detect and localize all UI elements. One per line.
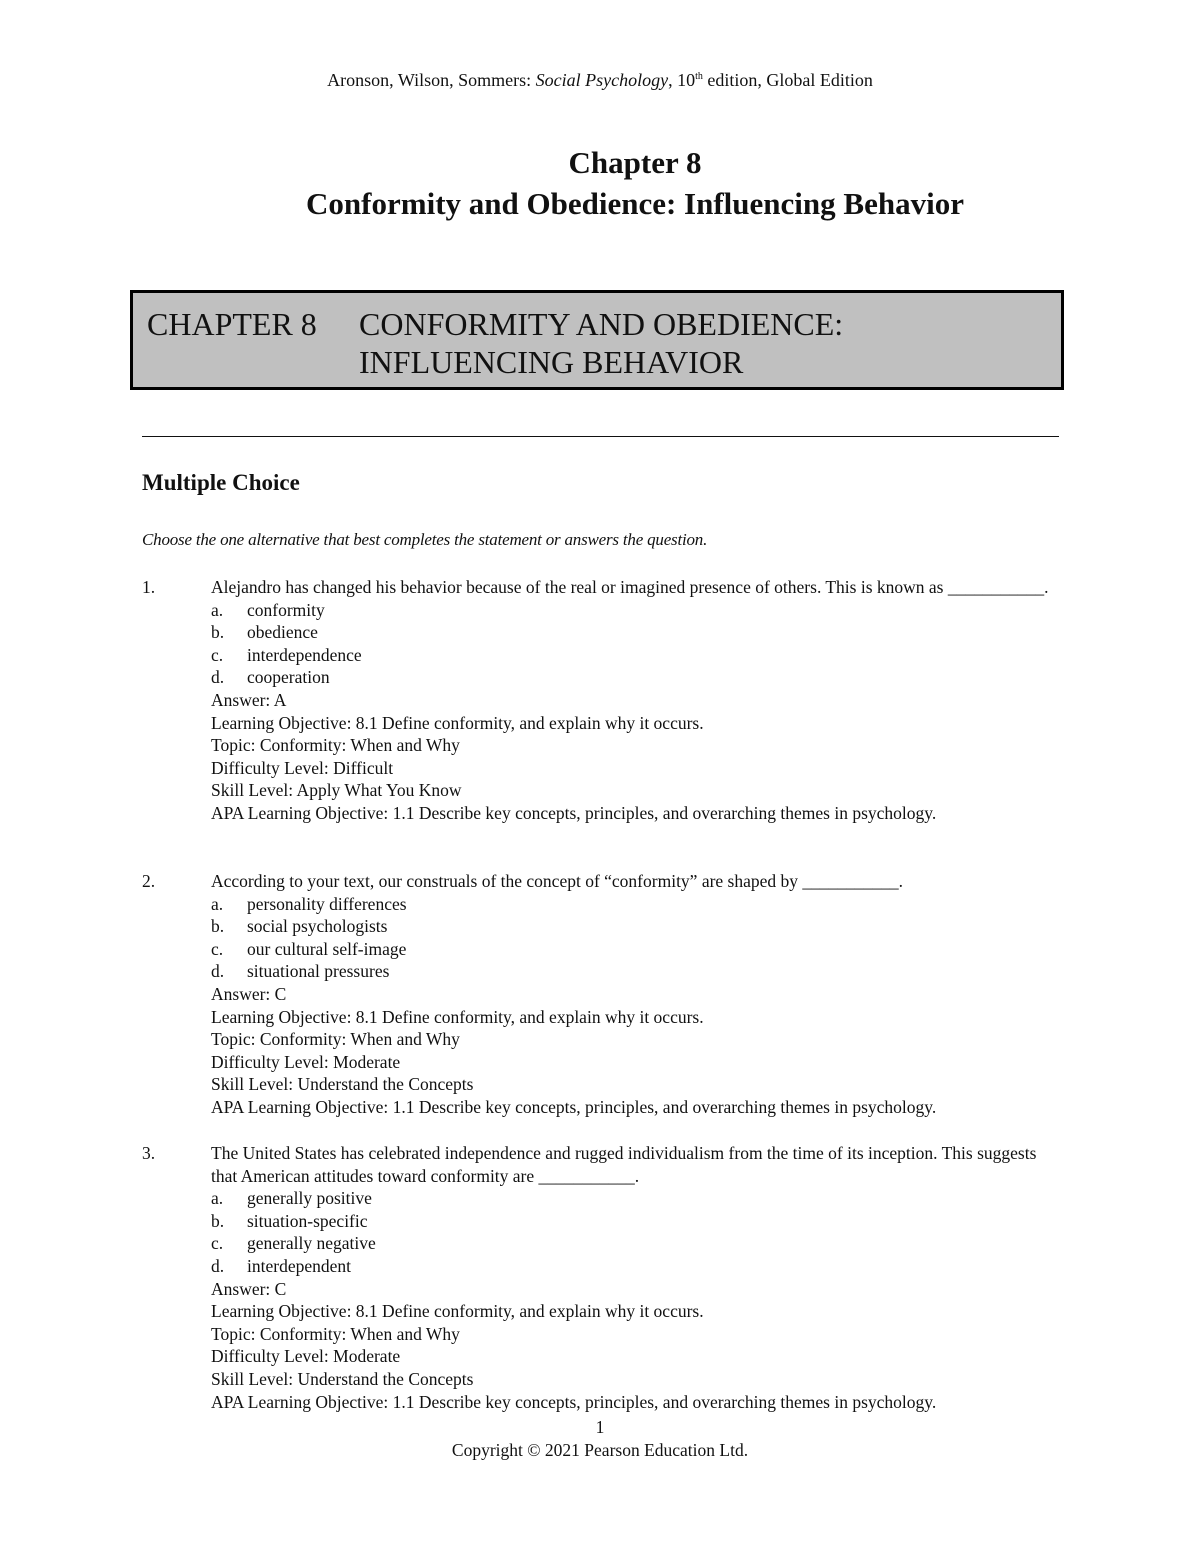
option-letter: b. <box>211 1210 225 1231</box>
page-number: 1 <box>595 1417 605 1437</box>
question-3 <box>142 1142 1052 1413</box>
question-number: 3. <box>142 1143 156 1163</box>
question-body <box>211 576 1052 825</box>
header-book-title: Social Psychology <box>535 70 669 90</box>
option-c <box>211 644 1052 667</box>
horizontal-divider <box>142 436 1059 437</box>
option-c <box>211 1232 1052 1255</box>
option-b <box>211 621 1052 644</box>
option-text: situation-specific <box>247 1210 368 1231</box>
learning-objective-line: Learning Objective: 8.1 Define conformity, and explain why it occurs. <box>211 712 704 733</box>
option-letter: c. <box>211 938 224 959</box>
chapter-title-line1: Chapter 8 <box>568 145 702 180</box>
question-stem: According to your text, our construals of the concept of “conformity” are shaped by ___________. <box>211 871 904 891</box>
question-2 <box>142 870 1052 1119</box>
header-edition-number: , 10 <box>668 70 696 90</box>
option-c <box>211 938 1052 961</box>
learning-objective-line: Learning Objective: 8.1 Define conformity, and explain why it occurs. <box>211 1301 704 1322</box>
question-number: 1. <box>142 577 156 597</box>
chapter-title-line2: Conformity and Obedience: Influencing Behavior <box>306 186 964 221</box>
option-letter: b. <box>211 622 225 643</box>
option-b <box>211 1210 1052 1233</box>
option-d <box>211 960 1052 983</box>
apa-objective-line: APA Learning Objective: 1.1 Describe key concepts, principles, and overarching themes in psychology. <box>211 1391 937 1412</box>
option-text: generally positive <box>247 1188 372 1209</box>
apa-objective-line: APA Learning Objective: 1.1 Describe key concepts, principles, and overarching themes in psychology. <box>211 802 937 823</box>
chapter-title <box>0 142 1200 224</box>
question-body <box>211 1142 1052 1413</box>
header-authors: Aronson, Wilson, Sommers: <box>327 70 536 90</box>
option-text: cooperation <box>247 667 330 688</box>
chapter-banner-number: CHAPTER 8 <box>147 306 317 342</box>
option-text: our cultural self-image <box>247 938 407 959</box>
topic-line: Topic: Conformity: When and Why <box>211 735 460 756</box>
option-d <box>211 666 1052 689</box>
learning-objective-line: Learning Objective: 8.1 Define conformity, and explain why it occurs. <box>211 1006 704 1027</box>
skill-line: Skill Level: Apply What You Know <box>211 780 462 801</box>
option-letter: d. <box>211 961 225 982</box>
option-letter: d. <box>211 1255 225 1276</box>
option-a <box>211 1187 1052 1210</box>
chapter-banner-box <box>130 290 1064 390</box>
option-text: interdependent <box>247 1255 351 1276</box>
difficulty-line: Difficulty Level: Moderate <box>211 1346 401 1367</box>
option-text: situational pressures <box>247 961 390 982</box>
option-letter: a. <box>211 1188 224 1209</box>
section-heading: Multiple Choice <box>142 470 300 495</box>
topic-line: Topic: Conformity: When and Why <box>211 1323 460 1344</box>
chapter-banner-name: CONFORMITY AND OBEDIENCE: INFLUENCING BEHAVIOR <box>359 306 844 380</box>
option-letter: d. <box>211 667 225 688</box>
option-a <box>211 599 1052 622</box>
header-edition-superscript: th <box>695 71 703 82</box>
option-letter: a. <box>211 599 224 620</box>
option-d <box>211 1255 1052 1278</box>
apa-objective-line: APA Learning Objective: 1.1 Describe key concepts, principles, and overarching themes in psychology. <box>211 1096 937 1117</box>
option-letter: a. <box>211 893 224 914</box>
running-header <box>0 70 1200 91</box>
option-text: conformity <box>247 599 325 620</box>
difficulty-line: Difficulty Level: Moderate <box>211 1051 401 1072</box>
option-text: obedience <box>247 622 318 643</box>
skill-line: Skill Level: Understand the Concepts <box>211 1368 474 1389</box>
header-edition-rest: edition, Global Edition <box>702 70 873 90</box>
copyright-line: Copyright © 2021 Pearson Education Ltd. <box>451 1439 749 1460</box>
option-text: personality differences <box>247 893 407 914</box>
topic-line: Topic: Conformity: When and Why <box>211 1029 460 1050</box>
option-text: interdependence <box>247 644 362 665</box>
option-letter: c. <box>211 644 224 665</box>
answer-line: Answer: A <box>211 689 287 710</box>
question-body <box>211 870 1052 1119</box>
question-stem: Alejandro has changed his behavior because of the real or imagined presence of others. This is known as ___________. <box>211 577 1049 597</box>
option-text: generally negative <box>247 1233 376 1254</box>
question-number: 2. <box>142 871 156 891</box>
question-1 <box>142 576 1052 825</box>
skill-line: Skill Level: Understand the Concepts <box>211 1074 474 1095</box>
option-b <box>211 915 1052 938</box>
section-instructions: Choose the one alternative that best completes the statement or answers the question. <box>142 530 708 549</box>
option-text: social psychologists <box>247 916 388 937</box>
option-letter: c. <box>211 1233 224 1254</box>
option-letter: b. <box>211 916 225 937</box>
question-stem: The United States has celebrated independence and rugged individualism from the time of its inception. This suggests that American attitudes toward conformity are ___________. <box>211 1143 1037 1186</box>
option-a <box>211 893 1052 916</box>
answer-line: Answer: C <box>211 983 287 1004</box>
page-footer <box>0 1416 1200 1461</box>
answer-line: Answer: C <box>211 1278 287 1299</box>
difficulty-line: Difficulty Level: Difficult <box>211 757 394 778</box>
